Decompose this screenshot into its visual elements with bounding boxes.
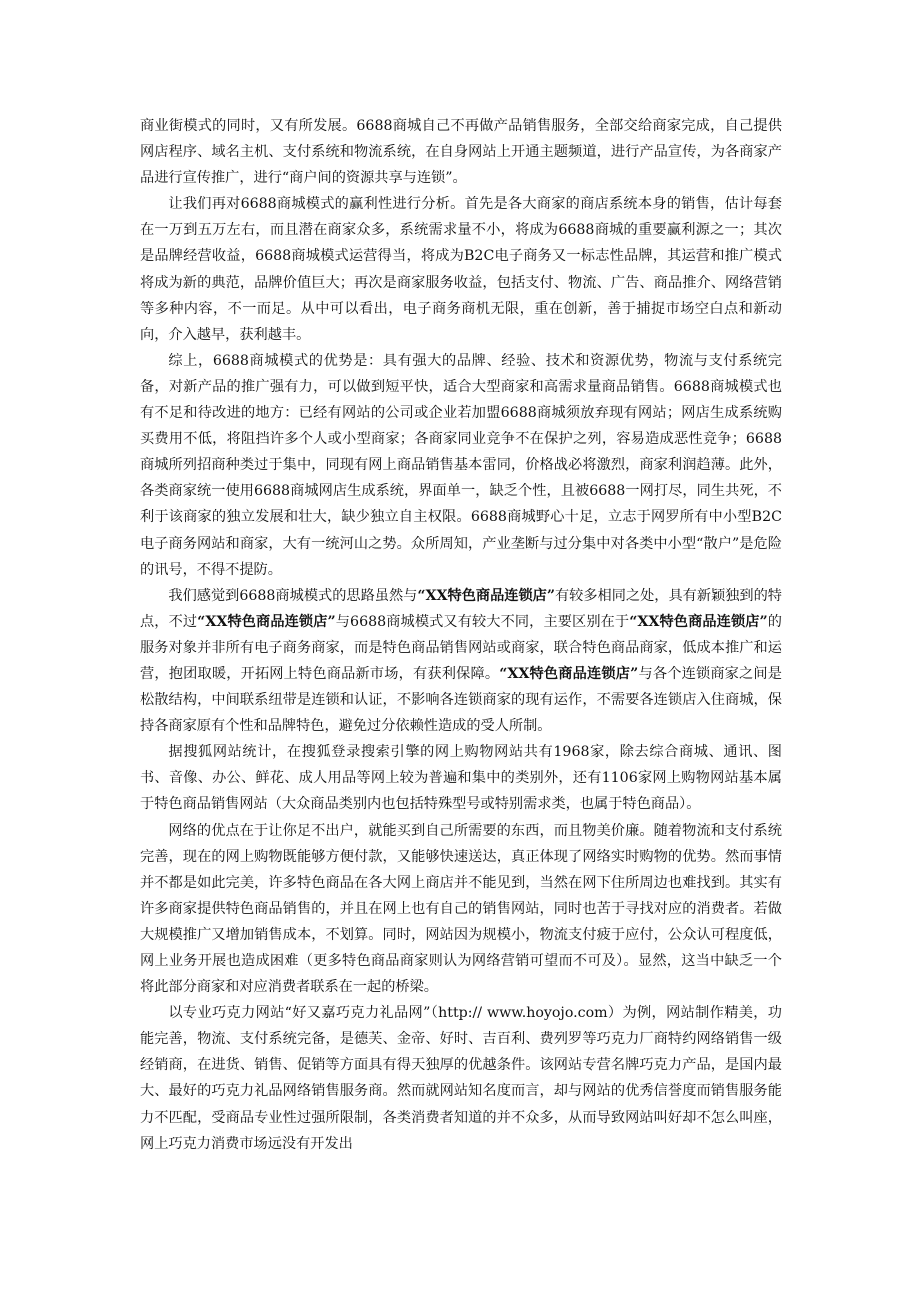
text-segment: 与各个连锁商家之间是松散结构，中间联系纽带是连锁和认证，不影响各连锁商家的现有运作，不需要各连锁店入住商城，保持各商家原有个性和品牌特色，避免过分依赖性造成的受人所制。 [140, 665, 782, 735]
text-segment: 据搜狐网站统计，在搜狐登录搜索引擎的网上购物网站共有1968家，除去综合商城、通讯、图书、音像、办公、鲜花、成人用品等网上较为普遍和集中的类别外，还有1106家网上购物网站基本属于特色商品销售网站（大众商品类别内也包括特殊型号或特别需求类，也属于特色商品）。 [140, 744, 782, 813]
bold-text: “XX特色商品连锁店” [629, 613, 768, 630]
bold-text: “XX特色商品连锁店” [499, 665, 639, 682]
text-segment: 让我们再对6688商城模式的赢利性进行分析。首先是各大商家的商店系统本身的销售，估计每套在一万到五万左右，而且潜在商家众多，系统需求量不小，将成为6688商城的重要赢利源之一；其次是品牌经营收益，6688商城模式运营得当，将成为B2C电子商务又一标志性品牌，其运营和推广模式将成为新的典范，品牌价值巨大；再次是商家服务收益，包括支付、物流、广告、商品推介、网络营销等多种内容，不一而足。从中可以看出，电子商务商机无限，重在创新，善于捕捉市场空白点和新动向，介入越早，获利越丰。 [140, 196, 782, 343]
paragraph [140, 191, 782, 348]
paragraph [140, 583, 782, 740]
text-segment: 以专业巧克力网站“好又嘉巧克力礼品网”（http:// www.hoyojo.com）为例，网站制作精美，功能完善，物流、支付系统完备，是德芙、金帝、好时、吉百利、费列罗等巧克力厂商特约网络销售一级经销商，在进货、销售、促销等方面具有得天独厚的优越条件。该网站专营名牌巧克力产品，是国内最大、最好的巧克力礼品网络销售服务商。然而就网站知名度而言，却与网站的优秀信誉度而销售服务能力不匹配，受商品专业性过强所限制，各类消费者知道的并不众多，从而导致网站叫好却不怎么叫座，网上巧克力消费市场远没有开发出 [140, 1005, 782, 1152]
paragraph [140, 113, 782, 191]
bold-text: “XX特色商品连锁店” [417, 587, 555, 604]
paragraph [140, 739, 782, 817]
paragraph [140, 1000, 782, 1157]
text-segment: 我们感觉到6688商城模式的思路虽然与 [168, 587, 418, 604]
text-segment: 有较多相同之处，具有新颖独到的特点，不过 [140, 587, 782, 630]
text-segment: 综上，6688商城模式的优势是：具有强大的品牌、经验、技术和资源优势，物流与支付系统完备，对新产品的推广强有力，可以做到短平快，适合大型商家和高需求量商品销售。6688商城模式也有不足和待改进的地方：已经有网站的公司或企业若加盟6688商城须放弃现有网站；网店生成系统购买费用不低，将阻挡许多个人或小型商家；各商家同业竞争不在保护之列，容易造成恶性竞争；6688商城所列招商种类过于集中，同现有网上商品销售基本雷同，价格战必将激烈，商家利润趋薄。此外，各类商家统一使用6688商城网店生成系统，界面单一，缺乏个性，且被6688一网打尽，同生共死，不利于该商家的独立发展和壮大，缺少独立自主权限。6688商城野心十足，立志于网罗所有中小型B2C电子商务网站和商家，大有一统河山之势。众所周知，产业垄断与过分集中对各类中小型“散户”是危险的讯号，不得不提防。 [140, 352, 782, 578]
text-segment: 的服务对象并非所有电子商务商家，而是特色商品销售网站或商家，联合特色商品商家，低成本推广和运营，抱团取暖，开拓网上特色商品新市场，有获利保障。 [140, 613, 782, 682]
paragraph [140, 348, 782, 583]
bold-text: “XX特色商品连锁店” [197, 613, 336, 630]
paragraph [140, 818, 782, 1001]
text-segment: 网络的优点在于让你足不出户，就能买到自己所需要的东西，而且物美价廉。随着物流和支付系统完善，现在的网上购物既能够方便付款，又能够快速送达，真正体现了网络实时购物的优势。然而事情并不都是如此完美，许多特色商品在各大网上商店并不能见到，当然在网下住所周边也难找到。其实有许多商家提供特色商品销售的，并且在网上也有自己的销售网站，同时也苦于寻找对应的消费者。若做大规模推广又增加销售成本，不划算。同时，网站因为规模小，物流支付疲于应付，公众认可程度低，网上业务开展也造成困难（更多特色商品商家则认为网络营销可望而不可及）。显然，这当中缺乏一个将此部分商家和对应消费者联系在一起的桥梁。 [140, 822, 782, 996]
text-segment: 与6688商城模式又有较大不同，主要区别在于 [335, 613, 630, 630]
text-segment: 商业街模式的同时，又有所发展。6688商城自己不再做产品销售服务，全部交给商家完成，自己提供网店程序、域名主机、支付系统和物流系统，在自身网站上开通主题频道，进行产品宣传，为各商家产品进行宣传推广，进行“商户间的资源共享与连锁”。 [140, 118, 782, 187]
document-body [140, 113, 782, 1157]
